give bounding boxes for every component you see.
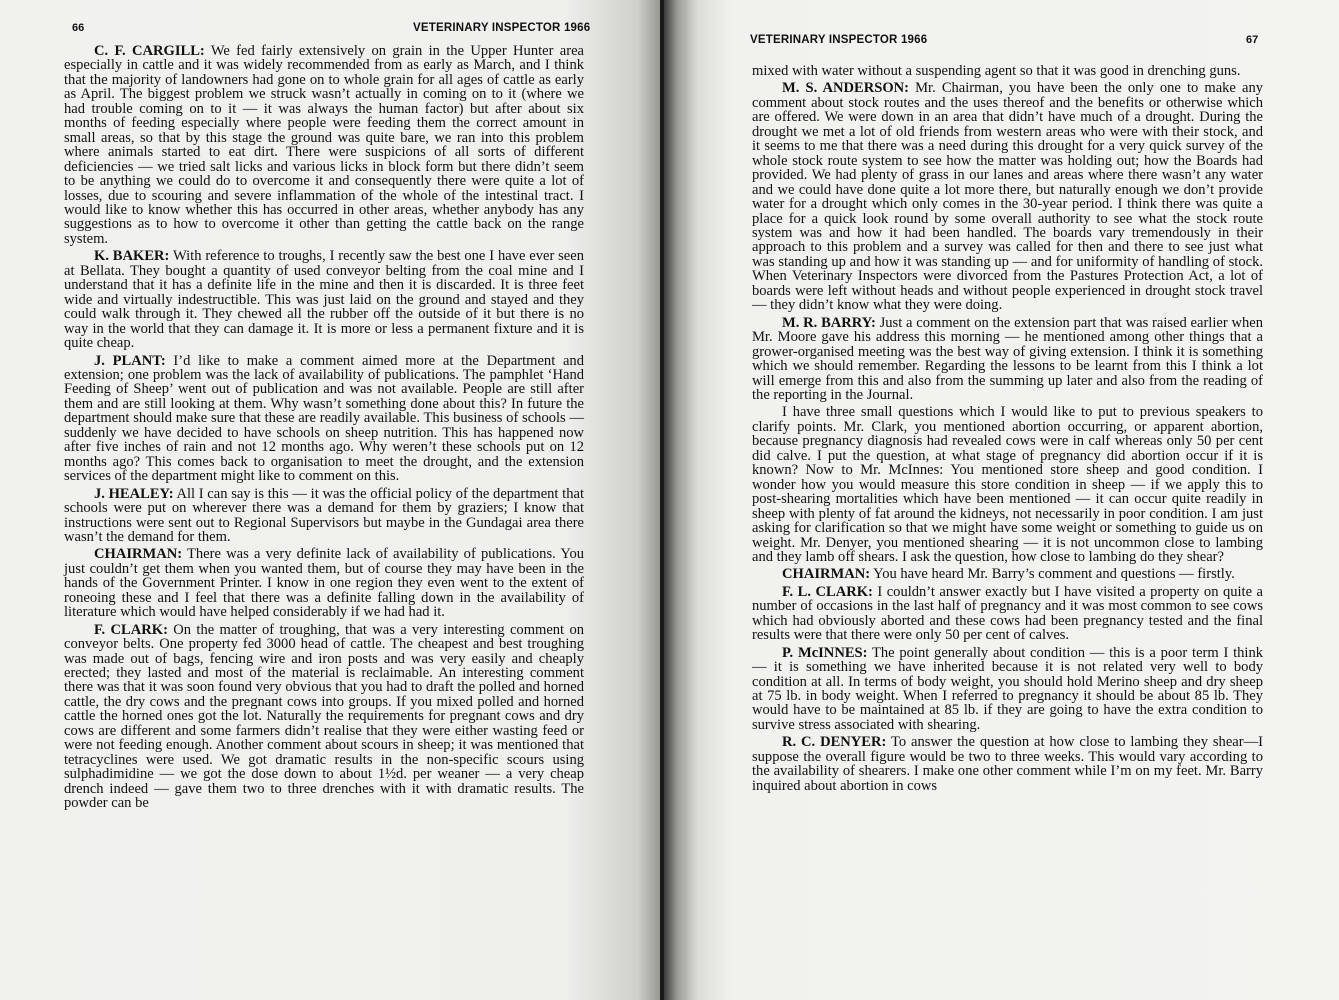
paragraph (64, 623, 584, 811)
speaker-name: J. PLANT: (94, 352, 166, 369)
paragraph (752, 316, 1263, 403)
speaker-name: K. BAKER: (94, 248, 170, 265)
speaker-name: CHAIRMAN: (94, 546, 183, 563)
paragraph (64, 249, 584, 350)
text-column (64, 44, 584, 814)
continuation-paragraph: mixed with water without a suspending agent so that it was good in drenching guns. (752, 63, 1241, 79)
paragraph-text: The point generally about condition — this is a poor term I think — it is something we have inherited because it is not related very well to body condition at all. In terms of body weight, you should hold Merino sheep and dry sheep at 75 lb. in body weight. When I referred to pregnancy it should be about 85 lb. They would have to be maintained at 85 lb. if they are going to have the extra condition to survive stress associated with shearing. (752, 644, 1263, 733)
page-number: 67 (1246, 34, 1259, 46)
speaker-name: R. C. DENYER: (782, 734, 887, 751)
paragraph (64, 44, 584, 246)
paragraph-text: Just a comment on the extension part that was raised earlier when Mr. Moore gave his address this morning — he mentioned among other things that a grower-organised meeting was the best way of giving extension. I think it is something which we should remember. Regarding the lessons to be learnt from this I think a lot will emerge from this and also from the summing up later and also from the reading of the reporting in the Journal. (752, 314, 1263, 403)
running-head: VETERINARY INSPECTOR 1966 (413, 22, 591, 34)
paragraph (752, 735, 1263, 793)
right-page (664, 0, 1339, 1000)
paragraph (752, 646, 1263, 733)
paragraph-text: We fed fairly extensively on grain in the Upper Hunter area especially in cattle and it was widely recommended from as early as March, and I think that the majority of landowners had gone on to whole grain for all ages of cattle as early as April. The biggest problem we struck wasn’t actually in coming on to it (where we had trouble coming on to it — it was always the human factor) but after about six months of feeding especially where people were feeding them the correct amount in small areas, so that by this stage the ground was quite bare, we ran into this problem where animals started to eat dirt. There were suspicions of all sorts of different deficiencies — we tried salt licks and various licks in block form but there didn’t seem to be anything we could do to overcome it and consequently there were quite a lot of losses, due to scouring and severe inflammation of the whole of the intestinal tract. I would like to know whether this has occurred in other areas, whether anybody has any suggestions as to how to overcome it other than getting the cattle back on the range system. (64, 43, 584, 247)
paragraph (64, 354, 584, 484)
speaker-name: C. F. CARGILL: (94, 43, 205, 59)
paragraph-text: On the matter of troughing, that was a very interesting comment on conveyor belts. One property fed 3000 head of cattle. The cheapest and best troughing was made out of bags, fencing wire and iron posts and was very easily and cheaply erected; they lasted and most of the material is reclaimable. An interesting comment there was that it was soon found very obvious that you had to draft the polled and horned cattle, the dry cows and the pregnant cows into groups. If you mixed polled and horned cattle the horned ones got the lot. Naturally the requirements for pregnant cows and dry cows are different and some farmers didn’t realise that they were either wasting feed or were not feeding enough. Another comment about scours in sheep; it was mentioned that tetracyclines were used. We got dramatic results in the non-specific scours using sulphadimidine — we got the dose down to about 1½d. per weaner — a very cheap drench indeed — gave them two to three drenches with it with dramatic results. The powder can be (64, 621, 584, 812)
speaker-name: F. L. CLARK: (782, 583, 873, 600)
paragraph (752, 81, 1263, 312)
running-head: VETERINARY INSPECTOR 1966 (750, 34, 928, 46)
speaker-name: P. McINNES: (782, 644, 868, 661)
text-column (752, 64, 1263, 796)
paragraph (752, 405, 1263, 564)
paragraph-text: To answer the question at how close to lambing they shear—I suppose the overall figure would be two to three weeks. This would vary according to the availability of shearers. I make one other comment while I’m on my feet. Mr. Barry inquired about abortion in cows (752, 734, 1263, 794)
speaker-name: M. R. BARRY: (782, 314, 876, 331)
paragraph (752, 585, 1263, 643)
paragraph (64, 547, 584, 619)
page-number: 66 (72, 22, 85, 34)
left-page (0, 0, 664, 1000)
speaker-name: J. HEALEY: (94, 485, 174, 502)
speaker-name: F. CLARK: (94, 621, 168, 638)
paragraph-text: I’d like to make a comment aimed more at the Department and extension; one problem was the lack of availability of publications. The pamphlet ‘Hand Feeding of Sheep’ went out of publication and was not available. People are still after them and are still looking at them. Why wasn’t something done about this? In future the department should make sure that these are readily available. This business of schools — suddenly we have decided to have schools on sheep nutrition. This has happened now after five inches of rain and not 12 months ago. Why weren’t these schools put on 12 months ago? This comes back to organisation to meet the drought, and the extension services of the department might like to comment on this. (64, 352, 584, 485)
paragraph-text: I have three small questions which I would like to put to previous speakers to clarify points. Mr. Clark, you mentioned abortion occurring, or apparent abortion, because pregnancy diagnosis had revealed cows were in calf whereas only 50 per cent did calve. I put the question, at what stage of pregnancy did abortion occur if it is known? Now to Mr. McInnes: You mentioned store sheep and good condition. I wonder how you would measure this store condition in sheep — if we apply this to post-shearing mortalities which have been mentioned — it can occur quite readily in sheep with plenty of fat around the kidneys, not necessarily in poor condition. I am just asking for clarification so that we might have some weight or something to guide us on weight. Mr. Denyer, you mentioned shearing — it is not uncommon close to lambing and they lamb off shears. I ask the question, how close to lambing do they shear? (752, 404, 1263, 565)
paragraph-text: You have heard Mr. Barry’s comment and questions — firstly. (870, 566, 1235, 583)
paragraph-text: I couldn’t answer exactly but I have visited a property on quite a number of occasions in the last half of pregnancy and it was most common to see cows which had obviously aborted and these cows had been pregnancy tested and the final results were that there were only 50 per cent of calves. (752, 583, 1263, 644)
speaker-name: CHAIRMAN: (782, 566, 871, 583)
paragraph (64, 487, 584, 545)
paragraph-text: With reference to troughs, I recently saw the best one I have ever seen at Bellata. They bought a quantity of used conveyor belting from the coal mine and I understand that it has a definite life in the mine and then it is discarded. It is three feet wide and virtually indestructible. This was just laid on the ground and stayed and they could walk through it. They chewed all the rubber off the outside of it but there is no way in the world that they can damage it. It is more or less a permanent fixture and it is quite cheap. (64, 248, 584, 352)
paragraph-text: Mr. Chairman, you have been the only one to make any comment about stock routes and the uses thereof and the benefits or otherwise which are offered. We were down in an area that didn’t have much of a drought. During the drought we met a lot of old friends from western areas who were with their stock, and it seems to me that there was a need during this drought for a very quick survey of the whole stock route system to see how the matter was holding out; how the Boards had provided. We had plenty of grass in our lanes and areas where there wasn’t any water and we could have done quite a lot more there, but naturally enough we don’t provide water for a drought which only comes in the 30-year period. I think there was quite a place for a quick look round by some overall authority to see what the stock route system was and how it had been handled. The boards vary tremendously in their approach to this problem and a survey was called for then and there to see just what was standing up and how it was standing up — and for uniformity of handling of stock. When Veterinary Inspectors were divorced from the Pastures Protection Act, a lot of boards were left without heads and without people experienced in drought stock travel — they didn’t know what they were doing. (752, 80, 1263, 314)
speaker-name: M. S. ANDERSON: (782, 80, 909, 97)
paragraph (752, 567, 1263, 581)
paragraph-text: There was a very definite lack of availability of publications. You just couldn’t get them when you wanted them, but of course they may have been in the hands of the Government Printer. I know in one region they even went to the extent of roneoing these and I feel that there was a definite falling down in the availability of literature which would have helped considerably if we had had it. (64, 546, 584, 621)
paragraph-text: All I can say is this — it was the official policy of the department that schools were put on wherever there was a demand for them by graziers; I know that instructions were sent out to Regional Supervisors but maybe in the Gundagai area there wasn’t the demand for them. (64, 485, 584, 545)
